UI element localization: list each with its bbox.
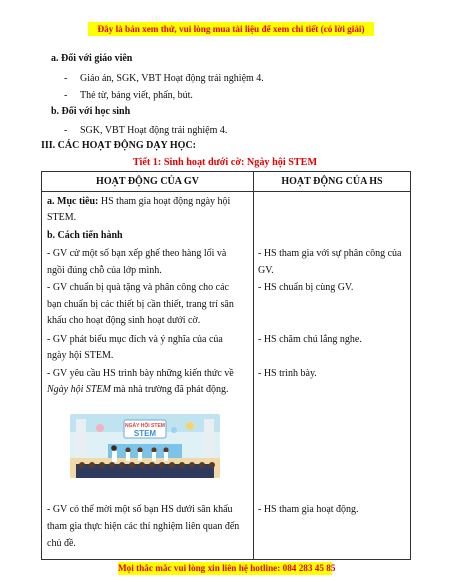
- aim-line-2: STEM.: [47, 212, 77, 223]
- section-a-item-1: Giáo án, SGK, VBT Hoạt động trải nghiệm 4.: [80, 73, 264, 84]
- stem-day-italic: Ngày hội STEM: [47, 384, 111, 395]
- bullet-dash: -: [64, 73, 68, 84]
- gv-p2-line-3: khấu cho hoạt động sinh hoạt dưới cờ.: [47, 315, 201, 326]
- hs-r2: - HS chuẩn bị cùng GV.: [258, 282, 354, 293]
- table-row: [42, 192, 411, 560]
- hs-r1-line-1: - HS tham gia với sự phân công của: [258, 248, 402, 259]
- gv-cell: [42, 192, 254, 560]
- section-a-item-2: Thẻ từ, bảng viết, phấn, bút.: [80, 90, 193, 101]
- gv-p2-line-2: bạn chuẩn bị các thiết bị cần thiết, trang trí sân: [47, 299, 234, 310]
- hs-cell: [254, 192, 411, 560]
- gv-p4-line-1: - GV yêu cầu HS trình bày những kiến thức về: [47, 368, 234, 379]
- lesson-title: Tiết 1: Sinh hoạt dưới cờ: Ngày hội STEM: [132, 157, 318, 168]
- header-gv: HOẠT ĐỘNG CỦA GV: [42, 172, 254, 192]
- stage-sign-text: NGÀY HỘI STEM: [125, 423, 165, 429]
- hs-r5: - HS tham gia hoạt động.: [258, 504, 359, 515]
- preview-banner: Đây là bản xem thử, vui lòng mua tài liệu để xem chi tiết (có lời giải): [88, 22, 374, 36]
- bullet-dash: -: [64, 125, 68, 136]
- hs-r1-line-2: GV.: [258, 265, 274, 276]
- hs-r4: - HS trình bày.: [258, 368, 317, 379]
- bullet-dash: -: [64, 90, 68, 101]
- gv-p1-line-1: - GV cử một số bạn xếp ghế theo hàng lối và: [47, 248, 227, 259]
- school-stage-illustration-icon: [70, 414, 220, 478]
- section-iii-heading: III. CÁC HOẠT ĐỘNG DẠY HỌC:: [41, 140, 197, 151]
- aim-line-1: [47, 194, 247, 209]
- aim-text: HS tham gia hoạt động ngày hội: [98, 196, 231, 207]
- hotline-footer: Mọi thắc mắc vui lòng xin liên hệ hotline: 084 283 45 85: [118, 563, 336, 573]
- section-a-heading: a. Đối với giáo viên: [51, 53, 133, 64]
- gv-p2-line-1: - GV chuẩn bị quà tặng và phân công cho các: [47, 282, 229, 293]
- activities-table: [41, 171, 411, 560]
- gv-p5-line-2: tham gia thực hiện các thí nghiệm liên quan đến: [47, 521, 240, 532]
- aim-label: a. Mục tiêu:: [47, 196, 99, 207]
- table-header-row: [42, 172, 411, 192]
- procedure-heading: b. Cách tiến hành: [47, 230, 123, 241]
- gv-p5-line-3: chủ đề.: [47, 538, 76, 549]
- gv-p4-line-2: Ngày hội STEM mà nhà trường đã phát động.: [47, 384, 229, 395]
- gv-p1-line-2: ngồi đúng chỗ của lớp mình.: [47, 265, 162, 276]
- section-b-item-1: SGK, VBT Hoạt động trải nghiệm 4.: [80, 125, 228, 136]
- gv-p3-line-2: ngày hội STEM.: [47, 350, 114, 361]
- gv-p3-line-1: - GV phát biểu mục đích và ý nghĩa của của: [47, 334, 223, 345]
- hs-r3: - HS chăm chú lắng nghe.: [258, 334, 362, 345]
- gv-p5-line-1: - GV có thể mời một số bạn HS dưới sân khấu: [47, 504, 233, 515]
- section-b-heading: b. Đối với học sinh: [51, 106, 131, 117]
- header-hs: HOẠT ĐỘNG CỦA HS: [254, 172, 411, 192]
- svg-text:STEM: STEM: [133, 429, 157, 438]
